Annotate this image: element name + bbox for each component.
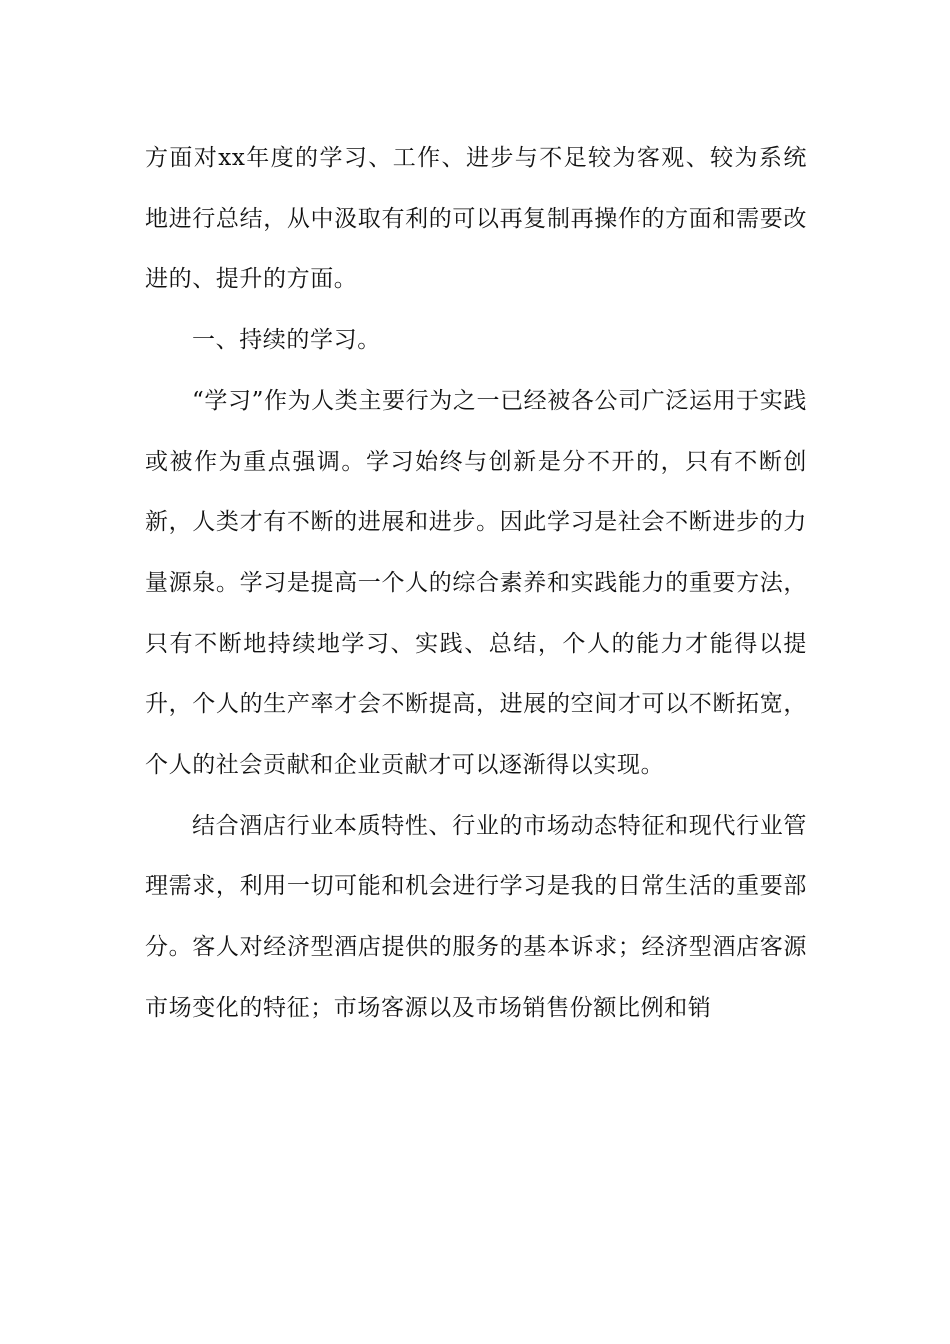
- document-body: [145, 128, 807, 1039]
- paragraph-hotel-industry: 结合酒店行业本质特性、行业的市场动态特征和现代行业管理需求，利用一切可能和机会进行学习是我的日常生活的重要部分。客人对经济型酒店提供的服务的基本诉求；经济型酒店客源市场变化的特征；市场客源以及市场销售份额比例和销: [145, 812, 807, 1021]
- paragraph-intro: 方面对xx年度的学习、工作、进步与不足较为客观、较为系统地进行总结，从中汲取有利的可以再复制再操作的方面和需要改进的、提升的方面。: [145, 145, 807, 293]
- section-heading-continuous-learning: 一、持续的学习。: [192, 327, 381, 354]
- paragraph-learning: “学习”作为人类主要行为之一已经被各公司广泛运用于实践或被作为重点强调。学习始终与创新是分不开的，只有不断创新，人类才有不断的进展和进步。因此学习是社会不断进步的力量源泉。学习是提高一个人的综合素养和实践能力的重要方法，只有不断地持续地学习、实践、总结，个人的能力才能得以提升，个人的生产率才会不断提高，进展的空间才可以不断拓宽，个人的社会贡献和企业贡献才可以逐渐得以实现。: [145, 387, 807, 779]
